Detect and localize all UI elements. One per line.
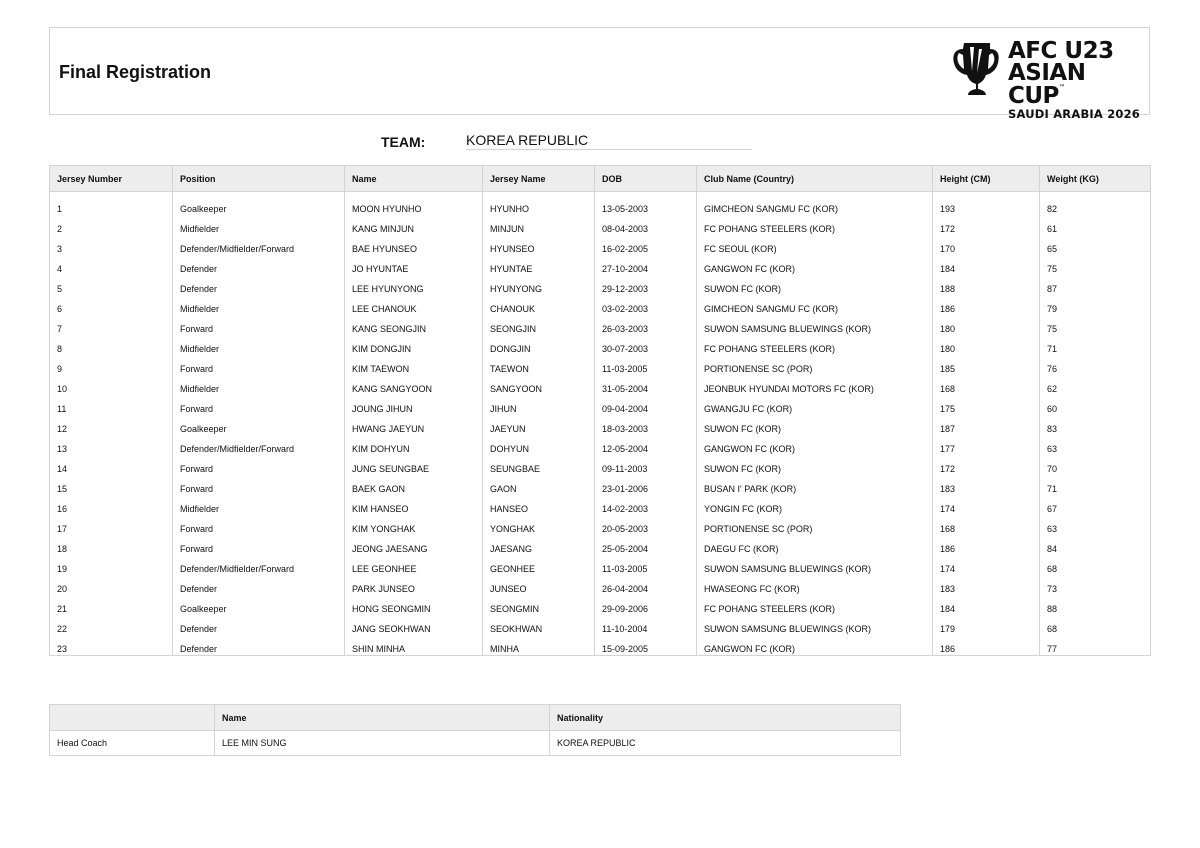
roster-cell: Goalkeeper	[173, 594, 345, 614]
player-row	[50, 394, 1151, 414]
roster-cell: Forward	[173, 354, 345, 374]
coach-cell: LEE MIN SUNG	[215, 731, 550, 756]
coach-header-cell: Name	[215, 705, 550, 731]
coach-row	[50, 731, 901, 756]
roster-cell: 15-09-2005	[595, 634, 697, 656]
tournament-logo	[950, 38, 1141, 121]
player-row	[50, 374, 1151, 394]
roster-cell: 26-03-2003	[595, 314, 697, 334]
roster-cell: Defender	[173, 274, 345, 294]
roster-cell: 75	[1040, 314, 1151, 334]
roster-cell: HYUNTAE	[483, 254, 595, 274]
roster-cell: MINJUN	[483, 214, 595, 234]
roster-cell: 63	[1040, 434, 1151, 454]
roster-cell: 19	[50, 554, 173, 574]
roster-cell: Forward	[173, 474, 345, 494]
roster-cell: PORTIONENSE SC (POR)	[697, 354, 933, 374]
roster-cell: 09-04-2004	[595, 394, 697, 414]
roster-cell: 1	[50, 192, 173, 215]
roster-cell: 183	[933, 574, 1040, 594]
roster-cell: Midfielder	[173, 214, 345, 234]
roster-cell: 18	[50, 534, 173, 554]
roster-cell: FC POHANG STEELERS (KOR)	[697, 214, 933, 234]
roster-cell: 29-12-2003	[595, 274, 697, 294]
roster-cell: SUWON FC (KOR)	[697, 414, 933, 434]
roster-cell: JUNSEO	[483, 574, 595, 594]
roster-cell: 170	[933, 234, 1040, 254]
roster-cell: 21	[50, 594, 173, 614]
roster-header-cell: Height (CM)	[933, 166, 1040, 192]
roster-header-cell: Name	[345, 166, 483, 192]
roster-cell: 10	[50, 374, 173, 394]
roster-cell: HWASEONG FC (KOR)	[697, 574, 933, 594]
player-row	[50, 334, 1151, 354]
roster-cell: 77	[1040, 634, 1151, 656]
roster-cell: Defender	[173, 634, 345, 656]
roster-cell: 09-11-2003	[595, 454, 697, 474]
roster-cell: 18-03-2003	[595, 414, 697, 434]
roster-cell: SUWON SAMSUNG BLUEWINGS (KOR)	[697, 614, 933, 634]
player-row	[50, 254, 1151, 274]
roster-cell: Forward	[173, 514, 345, 534]
roster-cell: SUWON FC (KOR)	[697, 274, 933, 294]
roster-cell: JUNG SEUNGBAE	[345, 454, 483, 474]
roster-cell: 174	[933, 554, 1040, 574]
roster-cell: JOUNG JIHUN	[345, 394, 483, 414]
roster-cell: Midfielder	[173, 494, 345, 514]
roster-cell: 184	[933, 594, 1040, 614]
team-label: TEAM:	[381, 134, 426, 150]
roster-header-cell: Position	[173, 166, 345, 192]
roster-cell: SEOKHWAN	[483, 614, 595, 634]
roster-cell: 185	[933, 354, 1040, 374]
roster-table	[49, 165, 1151, 656]
roster-cell: 08-04-2003	[595, 214, 697, 234]
roster-cell: JEONBUK HYUNDAI MOTORS FC (KOR)	[697, 374, 933, 394]
roster-cell: 31-05-2004	[595, 374, 697, 394]
roster-cell: 179	[933, 614, 1040, 634]
roster-cell: 29-09-2006	[595, 594, 697, 614]
roster-cell: Forward	[173, 534, 345, 554]
roster-cell: YONGIN FC (KOR)	[697, 494, 933, 514]
roster-header-cell: Jersey Number	[50, 166, 173, 192]
roster-cell: 186	[933, 294, 1040, 314]
player-row	[50, 554, 1151, 574]
roster-cell: SEONGJIN	[483, 314, 595, 334]
roster-cell: HYUNSEO	[483, 234, 595, 254]
roster-cell: 79	[1040, 294, 1151, 314]
roster-cell: Goalkeeper	[173, 414, 345, 434]
roster-cell: KIM DOHYUN	[345, 434, 483, 454]
roster-cell: 87	[1040, 274, 1151, 294]
roster-cell: 82	[1040, 192, 1151, 215]
roster-cell: 168	[933, 374, 1040, 394]
roster-cell: SEONGMIN	[483, 594, 595, 614]
roster-cell: 25-05-2004	[595, 534, 697, 554]
roster-cell: 172	[933, 454, 1040, 474]
roster-cell: 183	[933, 474, 1040, 494]
roster-cell: 8	[50, 334, 173, 354]
player-row	[50, 434, 1151, 454]
roster-cell: 12	[50, 414, 173, 434]
roster-cell: Defender	[173, 614, 345, 634]
roster-cell: FC POHANG STEELERS (KOR)	[697, 334, 933, 354]
roster-cell: KANG MINJUN	[345, 214, 483, 234]
roster-cell: TAEWON	[483, 354, 595, 374]
roster-cell: 20	[50, 574, 173, 594]
roster-cell: 3	[50, 234, 173, 254]
roster-cell: GANGWON FC (KOR)	[697, 434, 933, 454]
roster-cell: SEUNGBAE	[483, 454, 595, 474]
roster-cell: KIM YONGHAK	[345, 514, 483, 534]
roster-cell: 2	[50, 214, 173, 234]
player-row	[50, 594, 1151, 614]
roster-cell: PARK JUNSEO	[345, 574, 483, 594]
roster-cell: 172	[933, 214, 1040, 234]
roster-cell: GWANGJU FC (KOR)	[697, 394, 933, 414]
roster-cell: 184	[933, 254, 1040, 274]
player-row	[50, 454, 1151, 474]
player-row	[50, 634, 1151, 656]
player-row	[50, 534, 1151, 554]
roster-cell: 73	[1040, 574, 1151, 594]
roster-cell: JAESANG	[483, 534, 595, 554]
roster-cell: 5	[50, 274, 173, 294]
roster-cell: 16-02-2005	[595, 234, 697, 254]
roster-body	[50, 192, 1151, 656]
roster-cell: 11-10-2004	[595, 614, 697, 634]
roster-cell: LEE CHANOUK	[345, 294, 483, 314]
roster-cell: 17	[50, 514, 173, 534]
roster-cell: KIM TAEWON	[345, 354, 483, 374]
player-row	[50, 574, 1151, 594]
roster-cell: 14-02-2003	[595, 494, 697, 514]
roster-cell: Forward	[173, 314, 345, 334]
roster-cell: 61	[1040, 214, 1151, 234]
roster-cell: BAEK GAON	[345, 474, 483, 494]
roster-cell: GEONHEE	[483, 554, 595, 574]
roster-cell: 30-07-2003	[595, 334, 697, 354]
player-row	[50, 314, 1151, 334]
roster-cell: 177	[933, 434, 1040, 454]
roster-cell: 23-01-2006	[595, 474, 697, 494]
roster-cell: BAE HYUNSEO	[345, 234, 483, 254]
roster-cell: 23	[50, 634, 173, 656]
roster-cell: 75	[1040, 254, 1151, 274]
roster-header-row	[50, 166, 1151, 192]
roster-cell: 168	[933, 514, 1040, 534]
player-row	[50, 274, 1151, 294]
logo-line-3: SAUDI ARABIA 2026	[1008, 107, 1141, 121]
roster-cell: 7	[50, 314, 173, 334]
player-row	[50, 614, 1151, 634]
roster-cell: 11-03-2005	[595, 354, 697, 374]
roster-cell: 180	[933, 314, 1040, 334]
roster-cell: KANG SEONGJIN	[345, 314, 483, 334]
roster-cell: 186	[933, 534, 1040, 554]
roster-cell: 03-02-2003	[595, 294, 697, 314]
roster-cell: 71	[1040, 334, 1151, 354]
roster-cell: 16	[50, 494, 173, 514]
roster-cell: 84	[1040, 534, 1151, 554]
roster-cell: JEONG JAESANG	[345, 534, 483, 554]
roster-cell: 187	[933, 414, 1040, 434]
roster-cell: HONG SEONGMIN	[345, 594, 483, 614]
roster-cell: SUWON FC (KOR)	[697, 454, 933, 474]
roster-cell: Midfielder	[173, 374, 345, 394]
roster-cell: 22	[50, 614, 173, 634]
roster-cell: KIM DONGJIN	[345, 334, 483, 354]
roster-cell: GANGWON FC (KOR)	[697, 254, 933, 274]
trophy-icon	[950, 41, 1002, 99]
roster-cell: 60	[1040, 394, 1151, 414]
roster-cell: GIMCHEON SANGMU FC (KOR)	[697, 192, 933, 215]
coach-header-cell: Nationality	[550, 705, 901, 731]
roster-cell: 180	[933, 334, 1040, 354]
roster-cell: SUWON SAMSUNG BLUEWINGS (KOR)	[697, 314, 933, 334]
roster-cell: HYUNYONG	[483, 274, 595, 294]
roster-cell: 13-05-2003	[595, 192, 697, 215]
roster-cell: 6	[50, 294, 173, 314]
roster-cell: 13	[50, 434, 173, 454]
logo-line-2: ASIAN CUP™	[1008, 60, 1086, 109]
player-row	[50, 294, 1151, 314]
roster-cell: 12-05-2004	[595, 434, 697, 454]
coach-table	[49, 704, 901, 756]
roster-cell: 68	[1040, 554, 1151, 574]
roster-cell: SHIN MINHA	[345, 634, 483, 656]
roster-cell: 174	[933, 494, 1040, 514]
player-row	[50, 514, 1151, 534]
roster-cell: LEE GEONHEE	[345, 554, 483, 574]
player-row	[50, 354, 1151, 374]
roster-cell: MINHA	[483, 634, 595, 656]
roster-cell: GIMCHEON SANGMU FC (KOR)	[697, 294, 933, 314]
player-row	[50, 214, 1151, 234]
roster-cell: 188	[933, 274, 1040, 294]
roster-cell: GAON	[483, 474, 595, 494]
header-box	[49, 27, 1150, 121]
roster-cell: 186	[933, 634, 1040, 656]
player-row	[50, 192, 1151, 215]
roster-cell: SANGYOON	[483, 374, 595, 394]
roster-cell: 26-04-2004	[595, 574, 697, 594]
roster-cell: DONGJIN	[483, 334, 595, 354]
roster-cell: LEE HYUNYONG	[345, 274, 483, 294]
roster-cell: JAEYUN	[483, 414, 595, 434]
roster-cell: 14	[50, 454, 173, 474]
roster-cell: Midfielder	[173, 334, 345, 354]
roster-cell: 68	[1040, 614, 1151, 634]
page-title: Final Registration	[59, 62, 212, 82]
roster-cell: 9	[50, 354, 173, 374]
roster-cell: 15	[50, 474, 173, 494]
roster-cell: 11-03-2005	[595, 554, 697, 574]
player-row	[50, 474, 1151, 494]
roster-header-cell: Jersey Name	[483, 166, 595, 192]
roster-header-cell: DOB	[595, 166, 697, 192]
roster-cell: Goalkeeper	[173, 192, 345, 215]
coach-cell: KOREA REPUBLIC	[550, 731, 901, 756]
roster-cell: CHANOUK	[483, 294, 595, 314]
roster-cell: Defender/Midfielder/Forward	[173, 434, 345, 454]
roster-cell: 20-05-2003	[595, 514, 697, 534]
roster-cell: 88	[1040, 594, 1151, 614]
roster-cell: 71	[1040, 474, 1151, 494]
roster-cell: Defender/Midfielder/Forward	[173, 234, 345, 254]
roster-cell: HANSEO	[483, 494, 595, 514]
roster-cell: MOON HYUNHO	[345, 192, 483, 215]
roster-cell: Defender	[173, 254, 345, 274]
roster-cell: 27-10-2004	[595, 254, 697, 274]
roster-cell: Forward	[173, 394, 345, 414]
roster-cell: Defender	[173, 574, 345, 594]
coach-header-cell	[50, 705, 215, 731]
roster-cell: JANG SEOKHWAN	[345, 614, 483, 634]
player-row	[50, 494, 1151, 514]
roster-cell: DOHYUN	[483, 434, 595, 454]
roster-cell: 62	[1040, 374, 1151, 394]
roster-cell: 11	[50, 394, 173, 414]
roster-cell: 193	[933, 192, 1040, 215]
roster-cell: KANG SANGYOON	[345, 374, 483, 394]
coach-cell: Head Coach	[50, 731, 215, 756]
roster-cell: HWANG JAEYUN	[345, 414, 483, 434]
team-value: KOREA REPUBLIC	[466, 132, 752, 150]
roster-cell: JIHUN	[483, 394, 595, 414]
roster-cell: 83	[1040, 414, 1151, 434]
roster-cell: Midfielder	[173, 294, 345, 314]
player-row	[50, 234, 1151, 254]
roster-cell: 63	[1040, 514, 1151, 534]
roster-cell: DAEGU FC (KOR)	[697, 534, 933, 554]
coach-body	[50, 731, 901, 756]
roster-header-cell: Weight (KG)	[1040, 166, 1151, 192]
roster-cell: JO HYUNTAE	[345, 254, 483, 274]
roster-cell: Defender/Midfielder/Forward	[173, 554, 345, 574]
roster-cell: YONGHAK	[483, 514, 595, 534]
roster-cell: KIM HANSEO	[345, 494, 483, 514]
roster-cell: 175	[933, 394, 1040, 414]
roster-cell: FC POHANG STEELERS (KOR)	[697, 594, 933, 614]
roster-cell: BUSAN I' PARK (KOR)	[697, 474, 933, 494]
roster-cell: 76	[1040, 354, 1151, 374]
roster-cell: 65	[1040, 234, 1151, 254]
roster-cell: GANGWON FC (KOR)	[697, 634, 933, 656]
coach-header-row	[50, 705, 901, 731]
roster-cell: PORTIONENSE SC (POR)	[697, 514, 933, 534]
roster-cell: 70	[1040, 454, 1151, 474]
player-row	[50, 414, 1151, 434]
roster-cell: 67	[1040, 494, 1151, 514]
roster-cell: HYUNHO	[483, 192, 595, 215]
roster-header-cell: Club Name (Country)	[697, 166, 933, 192]
roster-cell: SUWON SAMSUNG BLUEWINGS (KOR)	[697, 554, 933, 574]
roster-cell: FC SEOUL (KOR)	[697, 234, 933, 254]
logo-line-1: AFC U23	[1008, 38, 1114, 64]
roster-cell: Forward	[173, 454, 345, 474]
roster-cell: 4	[50, 254, 173, 274]
